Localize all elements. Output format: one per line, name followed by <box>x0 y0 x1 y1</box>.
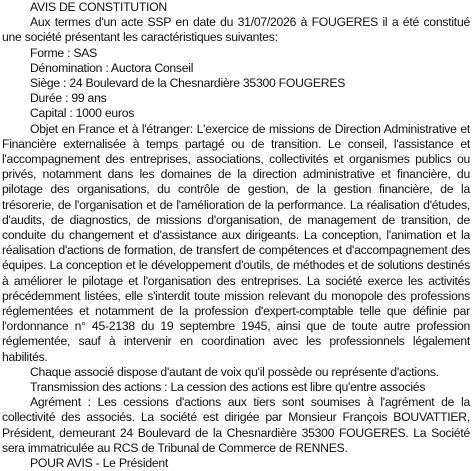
field-agrement: Agrément : Les cessions d'actions aux tiers sont soumises à l'agrément de la collectivité des associés. La société est dirigée par Monsieur François BOUVATTIER, Président, demeurant 24 Boulevard de la Chesnardière 35300 FOUGERES. La Société sera immatriculée au RCS de Tribunal de Commerce de RENNES. <box>2 395 470 455</box>
field-forme: Forme : SAS <box>30 45 98 60</box>
field-capital: Capital : 1000 euros <box>30 106 135 121</box>
field-duree: Durée : 99 ans <box>30 91 107 106</box>
field-siege: Siège : 24 Boulevard de la Chesnardière 35300 FOUGERES <box>30 76 346 91</box>
field-vote: Chaque associé dispose d'autant de voix qu'il possède ou représente d'actions. <box>30 364 439 379</box>
notice-signature: POUR AVIS - Le Président <box>30 456 169 471</box>
field-objet: Objet en France et à l'étranger: L'exercice de missions de Direction Administrative et Financière externalisée à temps partagé ou de transition. Le conseil, l'assistance et l'accompagnement des entreprises, associations, collectivités et organismes publics ou privés, notamment dans les domaines de la direction administrative et financière, du pilotage des organisations, du contrôle de gestion, de la gestion financière, de la trésorerie, de l'organisation et de l'amélioration de la performance. La réalisation d'études, d'audits, de diagnostics, de missions d'organisation, de management de transition, de conduite du changement et d'assistance aux dirigeants. La conception, l'animation et la réalisation d'actions de formation, de transfert de compétences et d'accompagnement des équipes. La conception et le développement d'outils, de méthodes et de solutions destinés à améliorer le pilotage et l'organisation des entreprises. La société exerce les activités précédemment listées, elle s'interdit toute mission relevant du monopole des professions réglementées et notamment de la profession d'expert-comptable telle que définie par l'ordonnance n° 45-2138 du 19 septembre 1945, ainsi que de toute autre profession réglementée, sauf à intervenir en coordination avec les professionnels légalement habilités. <box>2 121 470 364</box>
field-transmission: Transmission des actions : La cession des actions est libre qu'entre associés <box>30 380 426 395</box>
notice-intro: Aux termes d'un acte SSP en date du 31/07/2026 à FOUGERES il a été constitué une société présentant les caractéristiques suivantes: <box>2 15 470 45</box>
field-denomination: Dénomination : Auctora Conseil <box>30 60 194 75</box>
notice-title: AVIS DE CONSTITUTION <box>30 0 167 14</box>
